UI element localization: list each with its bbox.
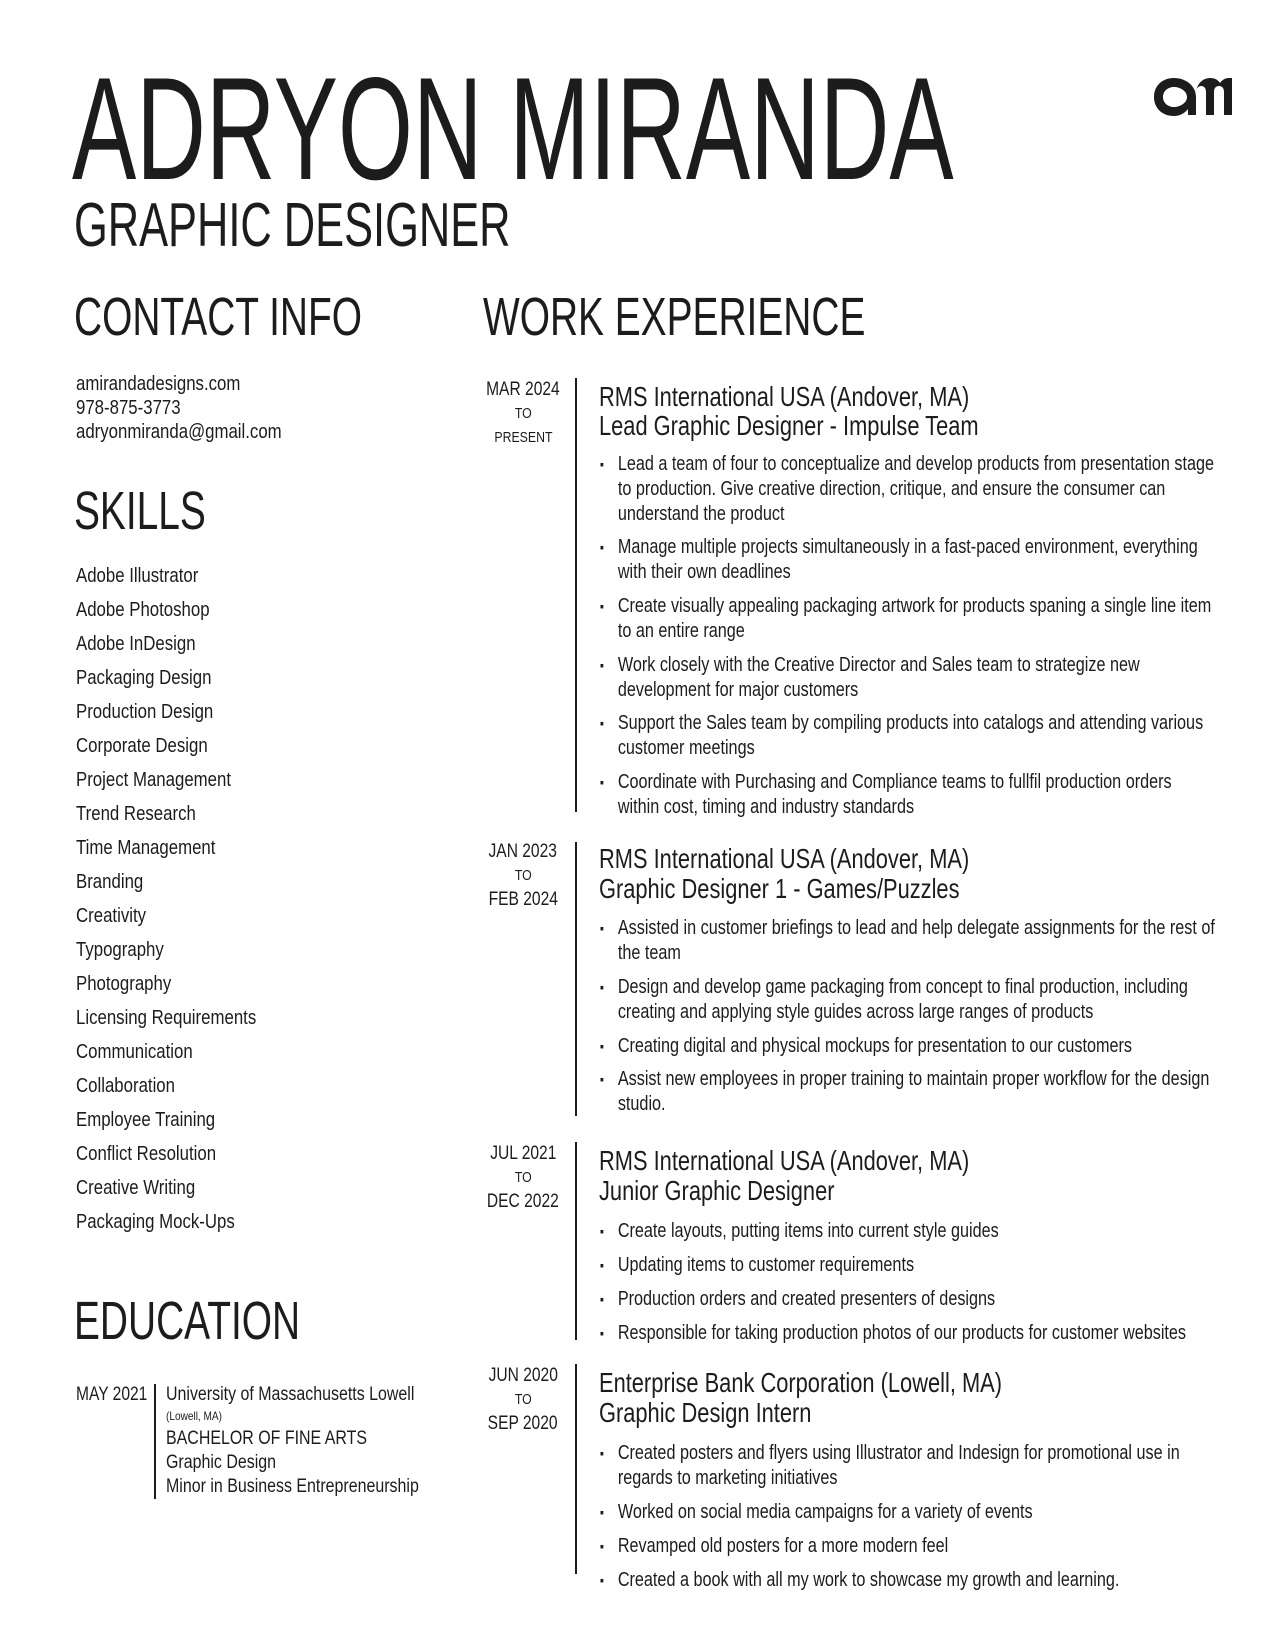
bullet-icon: ▪ — [600, 1223, 605, 1239]
job-bullet: ▪ Updating items to customer requirements — [600, 1254, 915, 1276]
skill-item: Adobe Photoshop — [76, 599, 210, 621]
bullet-icon: ▪ — [600, 1291, 605, 1307]
work-heading: WORK EXPERIENCE — [483, 287, 866, 347]
job-bullet: ▪ Coordinate with Purchasing and Compliance teams to fullfil production orders within cost, timing and industry standards — [600, 771, 1172, 818]
skill-item: Adobe Illustrator — [76, 565, 199, 587]
skill-item: Branding — [76, 871, 144, 893]
job-end: SEP 2020 — [488, 1413, 558, 1434]
job-bullet: ▪ Manage multiple projects simultaneously in a fast-paced environment, everything with their own deadlines — [600, 536, 1198, 583]
job-bullet: ▪ Created a book with all my work to showcase my growth and learning. — [600, 1569, 1120, 1591]
skill-item: Production Design — [76, 701, 214, 723]
job-bullet: ▪ Assisted in customer briefings to lead and help delegate assignments for the rest of the team — [600, 917, 1215, 964]
job-bullet: ▪ Assist new employees in proper training to maintain proper workflow for the design studio. — [600, 1068, 1210, 1115]
job-date-range — [478, 1142, 568, 1214]
job-title: Lead Graphic Designer - Impulse Team — [599, 410, 979, 441]
job-title: Graphic Design Intern — [599, 1397, 812, 1428]
job-end: FEB 2024 — [488, 889, 558, 910]
job-start: JAN 2023 — [488, 841, 558, 862]
education-location: (Lowell, MA) — [166, 1409, 223, 1423]
bullet-icon: ▪ — [600, 539, 605, 555]
education-date: MAY 2021 — [76, 1384, 148, 1405]
skill-item: Photography — [76, 973, 172, 995]
job-bullet: ▪ Design and develop game packaging from concept to final production, including creating and applying style guides across large ranges of products — [600, 976, 1188, 1023]
job-to: TO — [514, 405, 532, 422]
job-divider — [575, 842, 577, 1116]
job-company: Enterprise Bank Corporation (Lowell, MA) — [599, 1367, 1003, 1398]
bullet-icon: ▪ — [600, 1504, 605, 1520]
bullet-icon: ▪ — [600, 1572, 605, 1588]
job-bullet: ▪ Support the Sales team by compiling products into catalogs and attending various customer meetings — [600, 712, 1204, 759]
skill-item: Time Management — [76, 837, 216, 859]
skill-item: Communication — [76, 1041, 193, 1063]
job-start: MAR 2024 — [486, 379, 560, 400]
job-bullet: ▪ Create visually appealing packaging artwork for products spaning a single line item to an entire range — [600, 595, 1212, 642]
job-bullet: ▪ Revamped old posters for a more modern feel — [600, 1535, 949, 1557]
education-major: Graphic Design — [166, 1452, 277, 1473]
skill-item: Employee Training — [76, 1109, 216, 1131]
skills-heading: SKILLS — [74, 481, 206, 541]
job-bullet: ▪ Worked on social media campaigns for a variety of events — [600, 1501, 1033, 1523]
skill-item: Typography — [76, 939, 164, 961]
skill-item: Packaging Mock-Ups — [76, 1211, 235, 1233]
job-to: TO — [514, 867, 532, 884]
job-title: Graphic Designer 1 - Games/Puzzles — [599, 873, 960, 904]
education-divider — [154, 1384, 156, 1499]
bullet-icon: ▪ — [600, 1325, 605, 1341]
bullet-icon: ▪ — [600, 456, 605, 472]
job-end: DEC 2022 — [487, 1191, 559, 1212]
job-start: JUN 2020 — [488, 1365, 558, 1386]
resume-role: GRAPHIC DESIGNER — [74, 191, 511, 260]
contact-phone[interactable]: 978-875-3773 — [76, 397, 181, 419]
bullet-icon: ▪ — [600, 774, 605, 790]
education-minor: Minor in Business Entrepreneurship — [166, 1476, 419, 1497]
bullet-icon: ▪ — [600, 598, 605, 614]
education-heading: EDUCATION — [74, 1291, 301, 1351]
bullet-icon: ▪ — [600, 715, 605, 731]
skill-item: Creative Writing — [76, 1177, 196, 1199]
resume-name: ADRYON MIRANDA — [72, 47, 954, 210]
job-to: TO — [514, 1391, 532, 1408]
job-divider — [575, 1364, 577, 1574]
skill-item: Creativity — [76, 905, 147, 927]
job-divider — [575, 1142, 577, 1340]
job-bullet: ▪ Creating digital and physical mockups for presentation to our customers — [600, 1035, 1132, 1057]
skill-item: Packaging Design — [76, 667, 212, 689]
job-divider — [575, 378, 577, 812]
job-bullet: ▪ Created posters and flyers using Illustrator and Indesign for promotional use in regards to marketing initiatives — [600, 1442, 1180, 1489]
job-date-range — [478, 840, 568, 912]
job-start: JUL 2021 — [489, 1143, 557, 1164]
bullet-icon: ▪ — [600, 1257, 605, 1273]
bullet-icon: ▪ — [600, 1038, 605, 1054]
job-company: RMS International USA (Andover, MA) — [599, 1145, 970, 1176]
skill-item: Collaboration — [76, 1075, 176, 1097]
contact-website[interactable]: amirandadesigns.com — [76, 373, 241, 395]
job-bullet: ▪ Work closely with the Creative Director and Sales team to strategize new development for major customers — [600, 654, 1140, 701]
contact-email[interactable]: adryonmiranda@gmail.com — [76, 421, 282, 443]
job-company: RMS International USA (Andover, MA) — [599, 843, 970, 874]
skill-item: Adobe InDesign — [76, 633, 196, 655]
am-logo — [1152, 74, 1232, 116]
bullet-icon: ▪ — [600, 1538, 605, 1554]
job-date-range — [478, 1364, 568, 1436]
bullet-icon: ▪ — [600, 1445, 605, 1461]
job-end: PRESENT — [493, 429, 553, 446]
education-degree: BACHELOR OF FINE ARTS — [166, 1428, 368, 1449]
bullet-icon: ▪ — [600, 920, 605, 936]
bullet-icon: ▪ — [600, 1071, 605, 1087]
skill-item: Conflict Resolution — [76, 1143, 217, 1165]
job-title: Junior Graphic Designer — [599, 1175, 835, 1206]
job-to: TO — [514, 1169, 532, 1186]
skill-item: Licensing Requirements — [76, 1007, 257, 1029]
bullet-icon: ▪ — [600, 979, 605, 995]
job-company: RMS International USA (Andover, MA) — [599, 381, 970, 412]
bullet-icon: ▪ — [600, 657, 605, 673]
contact-heading: CONTACT INFO — [74, 287, 362, 347]
job-bullet: ▪ Responsible for taking production photos of our products for customer websites — [600, 1322, 1187, 1344]
education-school: University of Massachusetts Lowell — [166, 1384, 415, 1405]
skill-item: Corporate Design — [76, 735, 208, 757]
job-bullet: ▪ Production orders and created presenters of designs — [600, 1288, 996, 1310]
job-bullet: ▪ Lead a team of four to conceptualize and develop products from presentation stage to production. Give creative direction, critique, and ensure the consumer can understand the product — [600, 453, 1215, 525]
skill-item: Trend Research — [76, 803, 196, 825]
job-bullet: ▪ Create layouts, putting items into current style guides — [600, 1220, 999, 1242]
skill-item: Project Management — [76, 769, 232, 791]
job-date-range — [478, 378, 568, 450]
